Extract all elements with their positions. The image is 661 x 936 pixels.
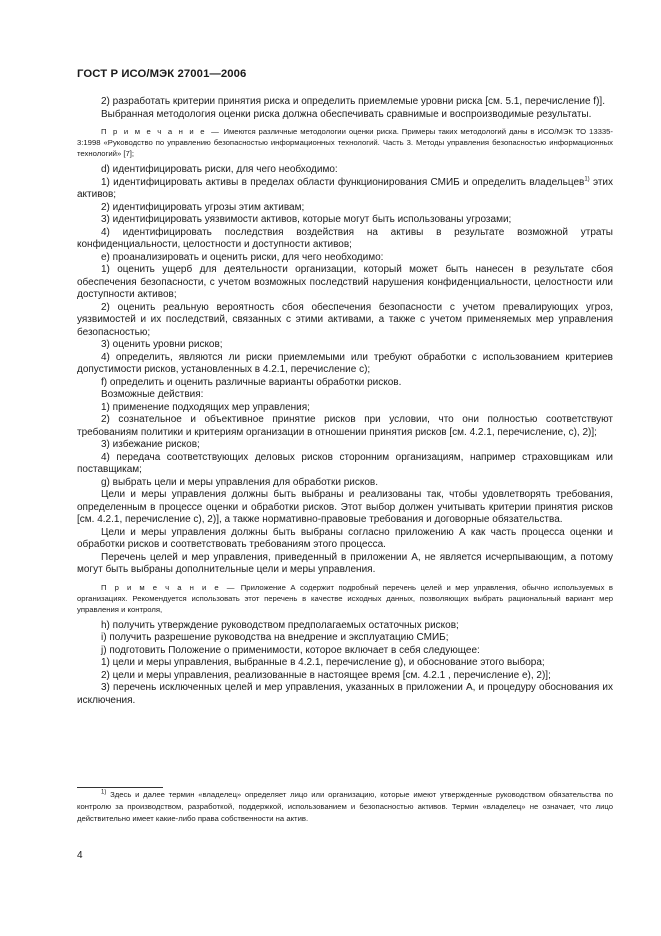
- footnote-divider: [77, 787, 163, 788]
- body-text: [77, 96, 613, 707]
- list-item: 3) оценить уровни рисков;: [101, 339, 223, 350]
- list-item: 1) цели и меры управления, выбранные в 4.2.1, перечисление g), и обоснование этого выбора;: [101, 657, 545, 668]
- paragraph: Выбранная методология оценки риска должна обеспечивать сравнимые и воспроизводимые результаты.: [101, 108, 592, 120]
- list-item: g) выбрать цели и меры управления для обработки рисков.: [101, 476, 379, 488]
- standard-title: ГОСТ Р ИСО/МЭК 27001—2006: [77, 68, 247, 80]
- list-item: 3) избежание рисков;: [101, 439, 200, 450]
- note: [77, 126, 613, 159]
- paragraph: Цели и меры управления должны быть выбраны согласно приложению А как часть процесса оценки и обработки рисков и соответствовать требованиям этого процесса.: [77, 526, 613, 550]
- list-item: i) получить разрешение руководства на внедрение и эксплуатацию СМИБ;: [101, 632, 449, 643]
- list-item: f) определить и оценить различные варианты обработки рисков.: [101, 376, 402, 388]
- list-item: 2) сознательное и объективное принятие рисков при условии, что они полностью соответствуют требованиям политики и критериям организации в отношении принятия рисков [см. 4.2.1, перечисление, с), 2)];: [77, 414, 613, 438]
- page-number: 4: [77, 850, 83, 861]
- list-item: 2) оценить реальную вероятность сбоя обеспечения безопасности с учетом превалирующих угроз, уязвимостей и их последствий, связанных с этими активами, а также с учетом применяемых мер управления безопасностью;: [77, 301, 613, 338]
- list-item: 1) оценить ущерб для деятельности организации, который может быть нанесен в результате сбоя обеспечения безопасности, с учетом возможных последствий нарушения конфиденциальности, целостности или доступности активов;: [77, 264, 613, 300]
- note-label: П р и м е ч а н и е —: [101, 582, 237, 592]
- list-item: 2) идентифицировать угрозы этим активам;: [101, 201, 305, 213]
- footnote-mark: 1): [101, 789, 107, 796]
- list-item: 4) передача соответствующих деловых рисков сторонним организациям, например страховщикам или поставщикам;: [77, 451, 613, 475]
- note-label: П р и м е ч а н и е —: [101, 127, 221, 136]
- list-item: 2) разработать критерии принятия риска и определить приемлемые уровни риска [см. 5.1, перечисление f)].: [101, 96, 605, 107]
- footnote-text: Здесь и далее термин «владелец» определяет лицо или организацию, которые имеют утвержденные руководством обязательства по контролю за производством, разработкой, поддержкой, использованием и безопасностью активов. Термин «владелец» не означает, что лицо действительно имеет какие-либо права собственности на актив.: [77, 790, 613, 823]
- note: [77, 582, 613, 615]
- list-item: j) подготовить Положение о применимости, которое включает в себя следующее:: [101, 644, 480, 656]
- list-item: d) идентифицировать риски, для чего необходимо:: [101, 164, 338, 175]
- list-item: 1) идентифицировать активы в пределах области функционирования СМИБ и определить владельцев$^{1)}$ этих активов;: [77, 176, 613, 200]
- note-text: Приложение А содержит подробный перечень целей и мер управления, обычно используемых в организациях. Рекомендуется использовать этот перечень в качестве исходных данных, позволяющих выбрать рациональный вариант мер управления и контроля,: [77, 582, 613, 614]
- note-text: Имеются различные методологии оценки риска. Примеры таких методологий даны в ИСО/МЭК ТО 13335-3:1998 «Руководство по управлению безопасностью информационных технологий. Часть 3. Методы управления безопасностью информационных технологий» [7];: [77, 127, 613, 158]
- list-item: 3) перечень исключенных целей и мер управления, указанных в приложении А, и процедуру обоснования их исключения.: [77, 682, 613, 706]
- list-item: 4) идентифицировать последствия воздействия на активы в результате возможной утраты конфиденциальности, целостности и доступности активов;: [77, 226, 613, 250]
- paragraph: Возможные действия:: [101, 389, 204, 400]
- footnote: [77, 789, 613, 825]
- list-item: h) получить утверждение руководством предполагаемых остаточных рисков;: [101, 619, 459, 631]
- list-item: 1) применение подходящих мер управления;: [101, 401, 310, 413]
- footnote-ref: 1): [584, 176, 590, 183]
- list-item: e) проанализировать и оценить риски, для чего необходимо:: [101, 251, 384, 263]
- paragraph: Цели и меры управления должны быть выбраны и реализованы так, чтобы удовлетворять требования, определенным в процессе оценки и обработки рисков. Этот выбор должен учитывать критерии принятия рисков [см. 4.2.1, перечисление с), 2)], а также нормативно-правовые требования и договорные обязательства.: [77, 489, 613, 525]
- list-item: 4) определить, являются ли риски приемлемыми или требуют обработки с использованием критериев допустимости рисков, установленных в 4.2.1, перечисление с);: [77, 351, 613, 375]
- list-item: 3) идентифицировать уязвимости активов, которые могут быть использованы угрозами;: [101, 214, 512, 225]
- list-item: 2) цели и меры управления, реализованные в настоящее время [см. 4.2.1 , перечисление е), 2)];: [101, 669, 551, 681]
- paragraph: Перечень целей и мер управления, приведенный в приложении А, не является исчерпывающим, а потому могут быть выбраны дополнительные цели и меры управления.: [77, 551, 613, 575]
